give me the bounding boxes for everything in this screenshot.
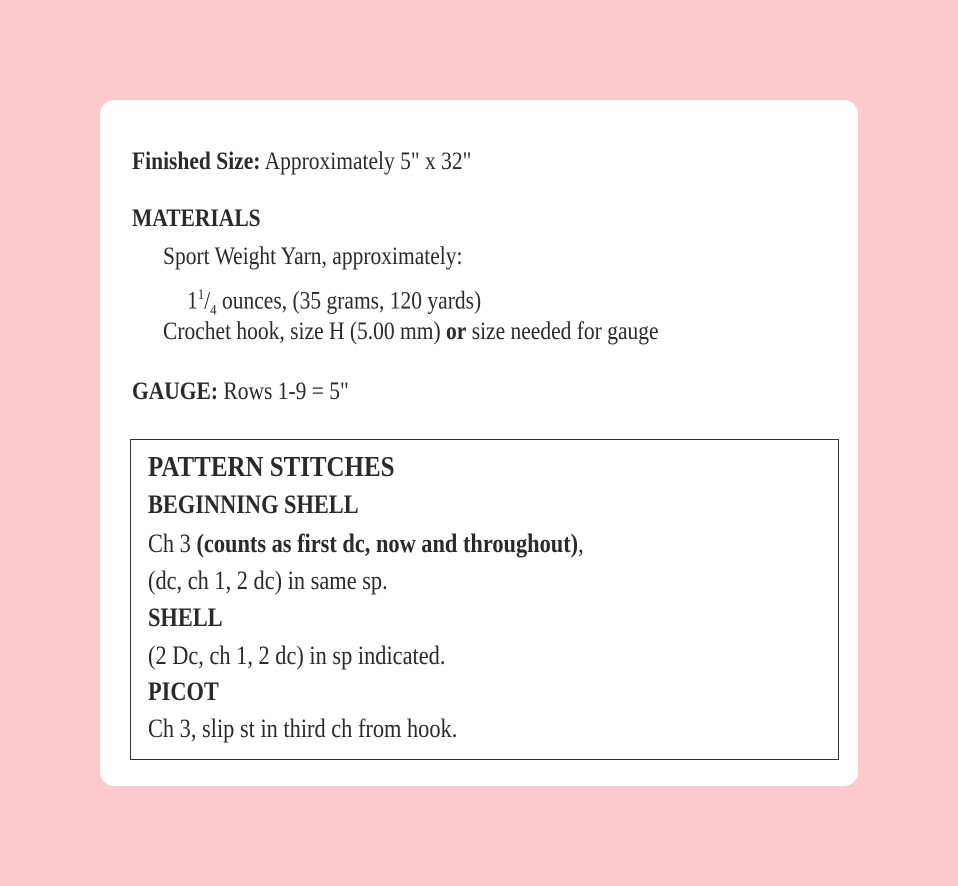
- pattern-stitches-box: [130, 439, 839, 760]
- beginning-shell-line1: [148, 529, 584, 559]
- finished-size-line: [132, 147, 471, 177]
- amount-denominator: 4: [210, 302, 217, 319]
- beginning-shell-post: ,: [578, 529, 584, 558]
- pattern-title: PATTERN STITCHES: [148, 451, 395, 483]
- hook-post: size needed for gauge: [466, 318, 659, 345]
- shell-line1: (2 Dc, ch 1, 2 dc) in sp indicated.: [148, 641, 446, 670]
- amount-whole: 1: [187, 287, 198, 315]
- picot-heading: PICOT: [148, 677, 219, 706]
- picot-line1: Ch 3, slip st in third ch from hook.: [148, 714, 458, 743]
- materials-hook: [163, 317, 659, 347]
- gauge-label: GAUGE:: [132, 378, 218, 405]
- materials-amount: $1^1/_4$ ounces, (35 grams, 120 yards): [187, 287, 482, 319]
- amount-rest: ounces, (35 grams, 120 yards): [216, 287, 482, 315]
- finished-size-label: Finished Size:: [132, 148, 261, 175]
- beginning-shell-line2: (dc, ch 1, 2 dc) in same sp.: [148, 566, 388, 595]
- finished-size-value: Approximately 5" x 32": [260, 148, 472, 175]
- shell-heading: SHELL: [148, 603, 223, 632]
- materials-heading: MATERIALS: [132, 205, 261, 232]
- pattern-card: [100, 100, 858, 786]
- beginning-shell-bold: (counts as first dc, now and throughout): [196, 529, 579, 558]
- beginning-shell-heading: BEGINNING SHELL: [148, 490, 359, 519]
- gauge-line: [132, 377, 349, 407]
- gauge-value: Rows 1-9 = 5": [218, 378, 349, 405]
- amount-numerator: 1: [197, 287, 205, 303]
- hook-or: or: [446, 318, 467, 345]
- hook-pre: Crochet hook, size H (5.00 mm): [163, 318, 447, 345]
- beginning-shell-pre: Ch 3: [148, 529, 197, 558]
- materials-yarn: Sport Weight Yarn, approximately:: [163, 243, 463, 270]
